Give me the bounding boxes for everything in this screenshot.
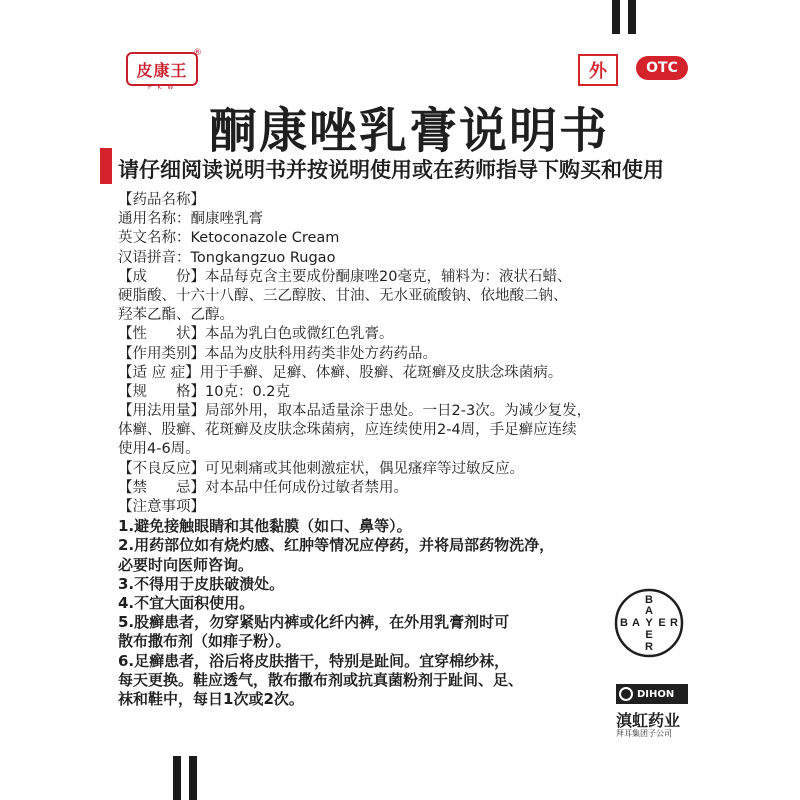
body-line: 使用4-6周。	[118, 441, 200, 458]
body-line: 汉语拼音：Tongkangzuo Rugao	[118, 249, 336, 266]
otc-badge: OTC	[636, 56, 688, 80]
crop-bar-bottom-right	[189, 756, 197, 800]
bayer-cross-logo	[614, 588, 684, 658]
crop-bar-top-left	[612, 0, 620, 34]
note-line: 必要时向医师咨询。	[118, 555, 254, 574]
dihon-circle-icon	[619, 687, 633, 701]
bayer-letter: Y	[645, 617, 653, 629]
note-line: 散布撒布剂（如痱子粉）。	[118, 632, 291, 651]
body-line: 【性 状】本品为乳白色或微红色乳膏。	[118, 326, 394, 343]
bayer-letter: E	[658, 617, 666, 629]
note-line: 每天更换。鞋应透气，散布撒布剂或抗真菌粉剂于趾间、足、	[118, 670, 524, 689]
page-title: 酮康唑乳膏说明书	[208, 103, 609, 159]
note-line: 4.不宜大面积使用。	[118, 593, 255, 612]
external-use-badge: 外	[578, 54, 618, 86]
note-line: 5.股癣患者，勿穿紧贴内裤或化纤内裤，在外用乳膏剂时可	[118, 613, 510, 632]
registered-mark: ®	[193, 48, 202, 58]
bayer-letter: E	[645, 629, 653, 641]
body-line: 【用法用量】局部外用，取本品适量涂于患处。一日2-3次。为减少复发，	[118, 403, 592, 420]
brand-logo-text: 皮康王	[136, 60, 188, 80]
note-line: 3.不得用于皮肤破溃处。	[118, 574, 285, 593]
note-line: 6.足癣患者，浴后将皮肤揩干，特别是趾间。宜穿棉纱袜，	[118, 651, 510, 670]
company-name: 滇虹药业	[616, 711, 681, 730]
warning-marker	[100, 148, 112, 184]
body-line: 【适 应 症】用于手癣、足癣、体癣、股癣、花斑癣及皮肤念珠菌病。	[118, 364, 563, 381]
body-line: 【作用类别】本品为皮肤科用药类非处方药药品。	[118, 345, 437, 362]
bayer-letter: B	[620, 617, 628, 629]
bayer-letter: A	[632, 617, 640, 629]
body-line: 【注意事项】	[118, 499, 205, 515]
body-line: 硬脂酸、十六十八醇、三乙醇胺、甘油、无水亚硫酸钠、依地酸二钠、	[118, 287, 568, 304]
crop-bar-bottom-left	[173, 756, 181, 800]
body-line: 通用名称：酮康唑乳膏	[118, 211, 263, 228]
body-line: 【药品名称】	[118, 192, 205, 208]
bayer-letter: R	[645, 641, 653, 653]
body-line: 【禁 忌】对本品中任何成份过敏者禁用。	[118, 479, 408, 496]
note-line: 2.用药部位如有烧灼感、红肿等情况应停药，并将局部药物洗净，	[118, 536, 555, 555]
body-line: 【成 份】本品每克含主要成份酮康唑20毫克，辅料为：液状石蜡、	[118, 268, 572, 285]
warning-text: 请仔细阅读说明书并按说明使用或在药师指导下购买和使用	[118, 158, 664, 182]
body-line: 【规 格】10克：0.2克	[118, 383, 291, 400]
brand-logo	[126, 52, 198, 86]
company-subtitle: 拜耳集团子公司	[616, 729, 672, 738]
crop-bar-top-right	[628, 0, 636, 34]
body-line: 羟苯乙酯、乙醇。	[118, 307, 234, 324]
note-line: 袜和鞋中，每日1次或2次。	[118, 689, 304, 708]
bayer-letter: R	[670, 617, 678, 629]
bayer-letter: B	[645, 594, 653, 606]
body-line: 体癣、股癣、花斑癣及皮肤念珠菌病，应连续使用2-4周，手足癣应连续	[118, 422, 577, 439]
dihon-name-en: DIHON	[637, 688, 675, 700]
body-line: 【不良反应】可见刺痛或其他刺激症状，偶见瘙痒等过敏反应。	[118, 460, 524, 477]
dihon-logo	[616, 684, 688, 704]
brand-logo-sub: P K W	[148, 84, 176, 91]
bayer-letter: A	[645, 605, 653, 617]
note-line: 1.避免接触眼睛和其他黏膜（如口、鼻等）。	[118, 517, 412, 536]
body-line: 英文名称：Ketoconazole Cream	[118, 230, 340, 247]
